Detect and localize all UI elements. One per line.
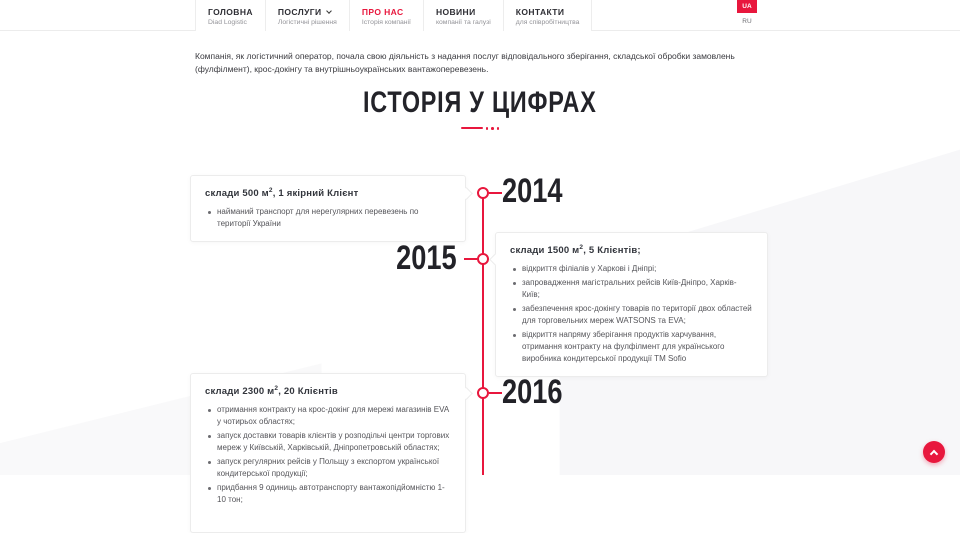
scroll-to-top-button[interactable] xyxy=(923,441,945,463)
language-switcher xyxy=(736,0,758,25)
timeline-card-2015 xyxy=(495,232,768,377)
timeline-marker-2015 xyxy=(477,253,489,265)
card-pointer-icon xyxy=(460,187,473,200)
nav-item-about-subtitle: Історія компанії xyxy=(361,19,411,26)
chevron-down-icon xyxy=(326,8,332,14)
card-title xyxy=(510,244,753,256)
card-title-sup: 2 xyxy=(268,187,273,194)
timeline-bullet: відкриття філіалів у Харкові і Дніпрі; xyxy=(510,263,753,275)
language-option-ru[interactable]: RU xyxy=(742,18,752,25)
timeline-year-2015 xyxy=(330,240,457,276)
timeline-bullet: забезпечення крос-докінгу товарів по території двох областей для торговельних мереж WATSONS та EVA; xyxy=(510,303,753,327)
timeline-bullet: запуск регулярних рейсів у Польщу з експортом української кондитерської продукції; xyxy=(205,456,451,480)
card-title-text: склади 500 м xyxy=(205,188,269,200)
divider-dot xyxy=(486,127,489,130)
card-title-text: склади 1500 м xyxy=(510,245,580,257)
nav-item-contacts[interactable] xyxy=(503,0,593,31)
intro-paragraph: Компанія, як логістичний оператор, почала свою діяльність з надання послуг відповідального зберігання, складської обробки замовлень (фулфілмент), крос-докінгу та внутрішньоукраїнських вантажоперевезень. xyxy=(195,51,735,74)
divider-dot xyxy=(491,127,494,130)
timeline-year-2016 xyxy=(502,374,578,410)
timeline-axis xyxy=(482,193,484,475)
nav-item-news-title: НОВИНИ xyxy=(435,7,476,17)
divider-dot xyxy=(497,127,500,130)
timeline-tick-2016 xyxy=(489,392,502,394)
card-title-sup: 2 xyxy=(274,385,279,392)
timeline-bullet: придбання 9 одиниць автотранспорту вантажопідйомністю 1-10 тон; xyxy=(205,482,451,506)
timeline-tick-2015 xyxy=(464,258,477,260)
nav-item-home[interactable] xyxy=(195,0,265,31)
timeline-year-label: 2016 xyxy=(502,373,563,411)
card-title-rest: , 1 якірний Клієнт xyxy=(272,188,359,200)
title-divider xyxy=(0,127,960,130)
timeline-card-2016 xyxy=(190,373,466,533)
nav-item-contacts-subtitle: для співробітництва xyxy=(515,19,580,26)
timeline-year-2014 xyxy=(502,173,578,209)
timeline-year-label: 2014 xyxy=(502,172,563,210)
timeline-card-2014 xyxy=(190,175,466,242)
timeline-bullet: найманий транспорт для нерегулярних перевезень по території України xyxy=(205,206,451,230)
language-current-ua[interactable]: UA xyxy=(737,0,757,13)
nav-item-news-subtitle: компанії та галузі xyxy=(435,19,491,26)
card-pointer-icon xyxy=(489,253,502,266)
top-navigation-bar xyxy=(0,0,960,31)
timeline-tick-2014 xyxy=(489,192,502,194)
timeline-bullet: запровадження магістральних рейсів Київ-Дніпро, Харків-Київ; xyxy=(510,277,753,301)
timeline-bullet: запуск доставки товарів клієнтів у розподільчі центри торгових мереж у Київській, Харківській, Дніпропетровській областях; xyxy=(205,430,451,454)
card-title-text: склади 2300 м xyxy=(205,386,275,398)
page-title-text: ІСТОРІЯ У ЦИФРАХ xyxy=(363,86,597,119)
card-title xyxy=(205,187,451,199)
nav-item-services[interactable] xyxy=(265,0,349,31)
nav-item-contacts-title: КОНТАКТИ xyxy=(515,7,565,17)
card-title-rest: , 5 Клієнтів; xyxy=(583,245,641,257)
card-bullet-list xyxy=(205,404,451,506)
card-title-rest: , 20 Клієнтів xyxy=(278,386,338,398)
timeline-bullet: отримання контракту на крос-докінг для мережі магазинів EVA у чотирьох областях; xyxy=(205,404,451,428)
timeline-bullet: відкриття напряму зберігання продуктів харчування, отримання контракту на фулфілмент для українського виробника кондитерської продукції TM Sofio xyxy=(510,329,753,365)
chevron-up-icon xyxy=(930,449,938,457)
card-title xyxy=(205,385,451,397)
nav-item-news[interactable] xyxy=(423,0,503,31)
nav-item-services-title xyxy=(278,7,337,17)
main-menu xyxy=(195,0,592,31)
card-bullet-list xyxy=(205,206,451,230)
timeline-marker-2016 xyxy=(477,387,489,399)
timeline-marker-2014 xyxy=(477,187,489,199)
divider-bar xyxy=(461,127,483,129)
nav-item-home-subtitle: Diad Logistic xyxy=(208,19,247,26)
card-pointer-icon xyxy=(460,387,473,400)
card-title-sup: 2 xyxy=(579,244,584,251)
page-title xyxy=(0,86,960,120)
nav-item-about-title: ПРО НАС xyxy=(361,7,404,17)
timeline-year-label: 2015 xyxy=(396,239,457,277)
nav-item-home-title: ГОЛОВНА xyxy=(208,7,253,17)
nav-item-about[interactable] xyxy=(349,0,423,31)
card-bullet-list xyxy=(510,263,753,365)
nav-item-services-label: ПОСЛУГИ xyxy=(277,7,322,17)
nav-item-services-subtitle: Логістичні рішення xyxy=(277,19,337,26)
